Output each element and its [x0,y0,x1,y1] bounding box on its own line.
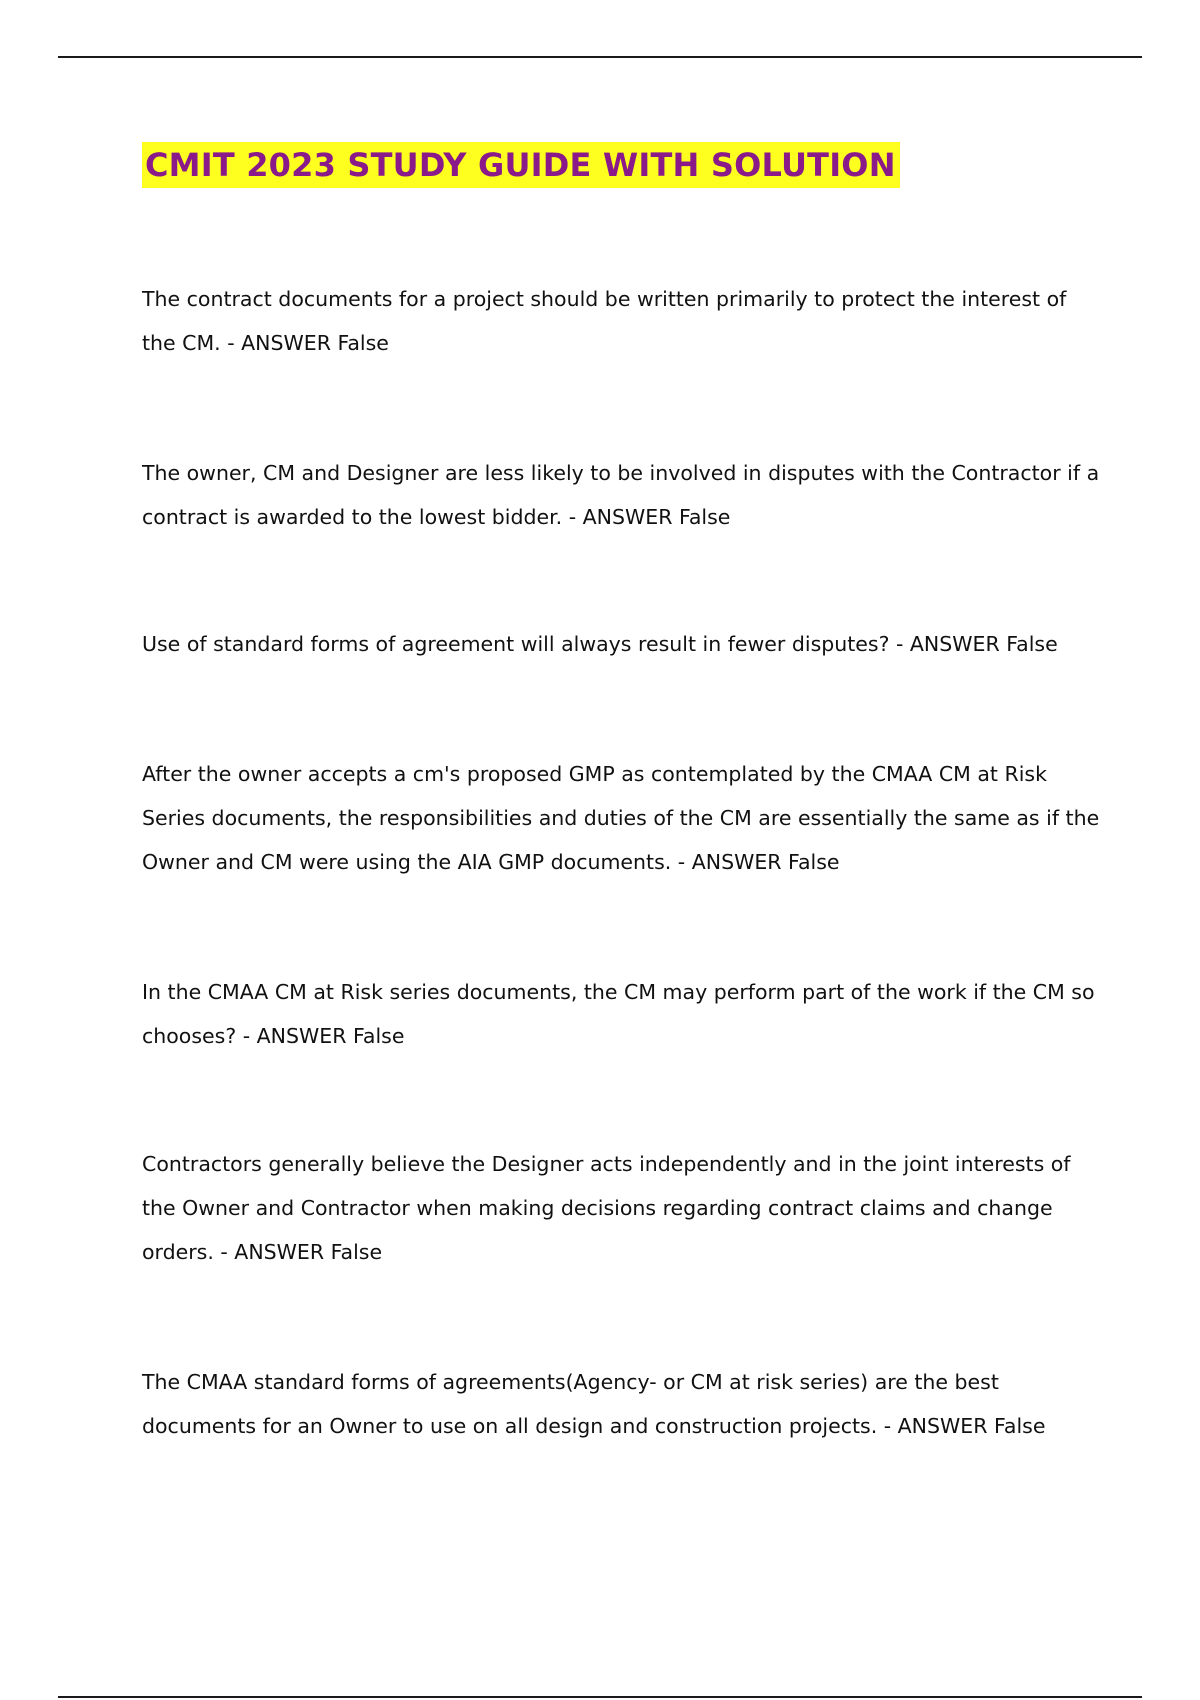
qa-item-5: In the CMAA CM at Risk series documents, the CM may perform part of the work if the CM so chooses? - ANSWER False [142,980,1095,1048]
qa-item-4: After the owner accepts a cm's proposed GMP as contemplated by the CMAA CM at Risk Series documents, the responsibilities and duties of the CM are essentially the same as if the Owner and CM were using the AIA GMP documents. - ANSWER False [142,762,1100,874]
qa-item-3: Use of standard forms of agreement will always result in fewer disputes? - ANSWER False [142,632,1058,656]
bottom-divider [58,1696,1142,1698]
qa-item-2: The owner, CM and Designer are less likely to be involved in disputes with the Contractor if a contract is awarded to the lowest bidder. - ANSWER False [142,461,1100,529]
qa-item-7: The CMAA standard forms of agreements(Agency- or CM at risk series) are the best documents for an Owner to use on all design and construction projects. - ANSWER False [142,1370,1046,1438]
top-divider [58,56,1142,58]
qa-item-6: Contractors generally believe the Designer acts independently and in the joint interests of the Owner and Contractor when making decisions regarding contract claims and change orders. - ANSWER False [142,1152,1071,1264]
page-title: CMIT 2023 STUDY GUIDE WITH SOLUTION [142,142,900,188]
qa-item-1: The contract documents for a project should be written primarily to protect the interest of the CM. - ANSWER False [142,287,1067,355]
title-block [142,142,1142,188]
